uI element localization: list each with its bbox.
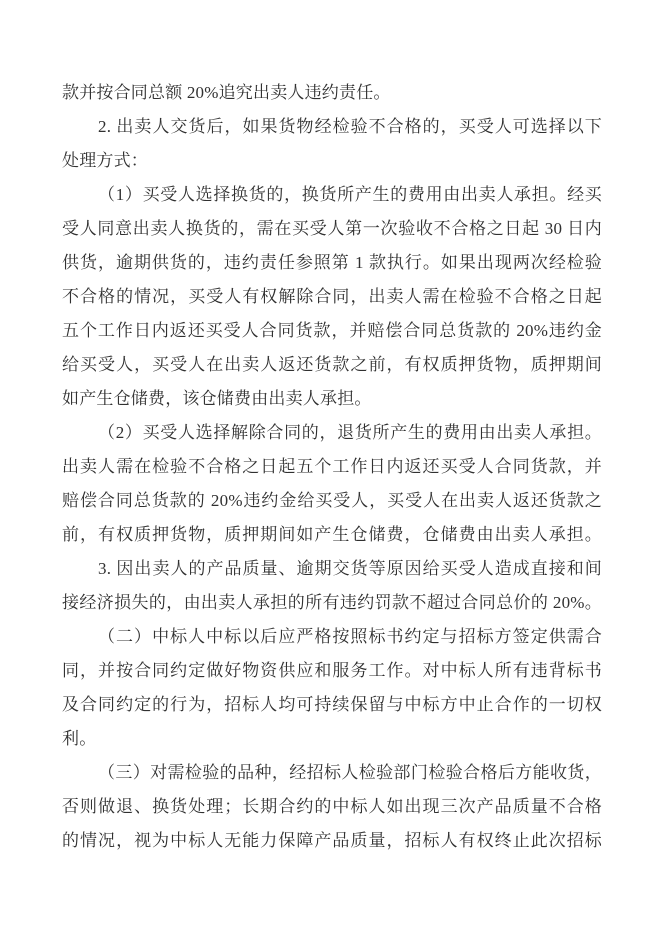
- text-line: 接经济损失的，由出卖人承担的所有违约罚款不超过合同总价的 20%。: [62, 593, 602, 612]
- text-line: 不合格的情况，买受人有权解除合同，出卖人需在检验不合格之日起: [62, 287, 602, 306]
- text-line: （二）中标人中标以后应严格按照标书约定与招标方签定供需合: [98, 627, 602, 646]
- text-line: 五个工作日内返还买受人合同货款，并赔偿合同总货款的 20%违约金: [62, 321, 602, 340]
- text-line: （2）买受人选择解除合同的，退货所产生的费用由出卖人承担。: [98, 423, 602, 442]
- text-line: 3. 因出卖人的产品质量、逾期交货等原因给买受人造成直接和间: [98, 559, 602, 578]
- paragraph: [62, 110, 602, 178]
- text-line: （1）买受人选择换货的，换货所产生的费用由出卖人承担。经买: [98, 185, 602, 204]
- text-line: 出卖人需在检验不合格之日起五个工作日内返还买受人合同货款，并: [62, 457, 602, 476]
- text-line: 受人同意出卖人换货的，需在买受人第一次验收不合格之日起 30 日内: [62, 219, 602, 238]
- paragraph: [62, 76, 602, 110]
- text-line: 款并按合同总额 20%追究出卖人违约责任。: [62, 83, 391, 102]
- text-line: 及合同约定的行为，招标人均可持续保留与中标方中止合作的一切权: [62, 695, 602, 714]
- text-line: 给买受人，买受人在出卖人返还货款之前，有权质押货物，质押期间: [62, 355, 602, 374]
- paragraph: [62, 416, 602, 552]
- text-line: 供货，逾期供货的，违约责任参照第 1 款执行。如果出现两次经检验: [62, 253, 602, 272]
- text-line: 如产生仓储费，该仓储费由出卖人承担。: [62, 389, 372, 408]
- contract-text-block: [62, 76, 602, 858]
- text-line: 否则做退、换货处理；长期合约的中标人如出现三次产品质量不合格: [62, 797, 602, 816]
- text-line: （三）对需检验的品种，经招标人检验部门检验合格后方能收货，: [98, 763, 602, 782]
- text-line: 利。: [62, 729, 97, 748]
- paragraph: [62, 178, 602, 416]
- paragraph: [62, 620, 602, 756]
- paragraph: [62, 552, 602, 620]
- text-line: 2. 出卖人交货后，如果货物经检验不合格的，买受人可选择以下: [98, 117, 602, 136]
- text-line: 的情况，视为中标人无能力保障产品质量，招标人有权终止此次招标: [62, 831, 602, 850]
- paragraph: [62, 756, 602, 858]
- text-line: 赔偿合同总货款的 20%违约金给买受人，买受人在出卖人返还货款之: [62, 491, 602, 510]
- text-line: 前，有权质押货物，质押期间如产生仓储费，仓储费由出卖人承担。: [62, 525, 602, 544]
- text-line: 同，并按合同约定做好物资供应和服务工作。对中标人所有违背标书: [62, 661, 602, 680]
- text-line: 处理方式：: [62, 151, 148, 170]
